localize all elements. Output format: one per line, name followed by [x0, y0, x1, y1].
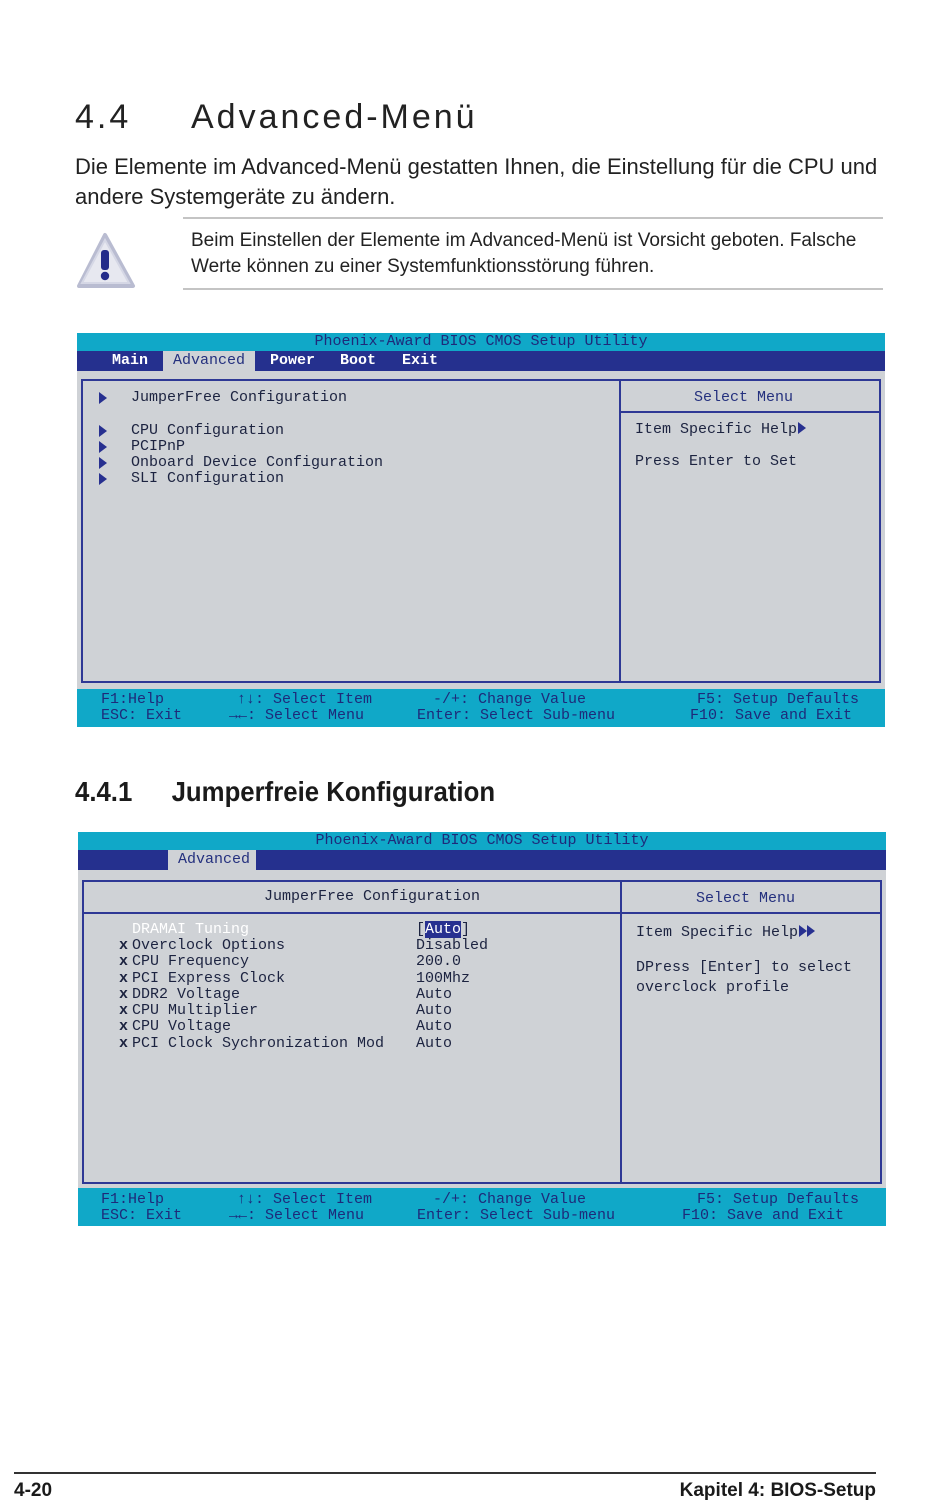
status-setup-defaults: F5: Setup Defaults [697, 1191, 860, 1208]
subsection-heading [75, 776, 495, 808]
tab-advanced[interactable]: Advanced [168, 850, 256, 870]
bios-screen-jumperfree [78, 832, 886, 1226]
status-select-submenu: Enter: Select Sub-menu [417, 707, 616, 724]
setting-pci-express-clock: PCI Express Clock [132, 970, 286, 987]
bios-title: Phoenix-Award BIOS CMOS Setup Utility [315, 832, 649, 849]
menu-item-onboard-device[interactable]: Onboard Device Configuration [131, 454, 384, 471]
status-exit: ESC: Exit [101, 707, 183, 724]
setting-overclock-options: Overclock Options [132, 937, 286, 954]
setting-dramai-tuning-value[interactable]: [Auto] [416, 921, 471, 938]
bios-title: Phoenix-Award BIOS CMOS Setup Utility [314, 333, 648, 350]
submenu-arrow-icon [99, 392, 107, 404]
tab-main[interactable]: Main [112, 352, 149, 369]
intro-paragraph: Die Elemente im Advanced-Menü gestatten Ihnen, die Einstellung für die CPU und andere Systemgeräte zu ändern. [75, 154, 878, 209]
selected-value[interactable]: Auto [425, 921, 462, 938]
bios-status-bar [78, 1188, 886, 1226]
bios-menu-bar [77, 351, 885, 371]
status-setup-defaults: F5: Setup Defaults [697, 691, 860, 708]
help-text-line2: overclock profile [636, 979, 790, 996]
menu-item-pcipnp[interactable]: PCIPnP [131, 438, 186, 455]
disabled-x-icon: x [119, 953, 129, 970]
section-heading [75, 98, 478, 137]
bios-menu-bar [78, 850, 886, 870]
bios-body [78, 870, 886, 1188]
left-right-arrows-icon: →← [229, 1207, 248, 1224]
help-text-line1: DPress [Enter] to select [636, 959, 853, 976]
status-change-value: -/+: Change Value [433, 691, 587, 708]
setting-ddr2-voltage: DDR2 Voltage [132, 986, 241, 1003]
submenu-arrow-icon [99, 441, 107, 453]
menu-item-cpu-configuration[interactable]: CPU Configuration [131, 422, 285, 439]
help-heading: Item Specific Help [635, 421, 805, 438]
menu-item-sli-configuration[interactable]: SLI Configuration [131, 470, 285, 487]
section-number: 4.4 [75, 98, 132, 136]
subsection-number: 4.4.1 [75, 776, 133, 807]
bios-title-bar [78, 832, 886, 850]
setting-value: Auto [416, 1018, 453, 1035]
submenu-arrow-icon [99, 425, 107, 437]
bios-status-bar [77, 689, 885, 727]
subsection-title: Jumperfreie Konfiguration [171, 776, 496, 807]
tab-power[interactable]: Power [270, 352, 316, 369]
setting-value: Auto [416, 1002, 453, 1019]
status-help: F1:Help [101, 1191, 165, 1208]
setting-value: Auto [416, 986, 453, 1003]
note-top-divider [183, 217, 883, 219]
disabled-x-icon: x [119, 1002, 129, 1019]
disabled-x-icon: x [119, 986, 129, 1003]
panel-header-divider [82, 912, 882, 914]
status-save-exit: F10: Save and Exit [682, 1207, 845, 1224]
left-right-arrows-icon: →← [229, 707, 248, 724]
warning-note: Beim Einstellen der Elemente im Advanced-Menü ist Vorsicht geboten. Falsche Werte können zu einer Systemfunktionsstörung führen. [191, 230, 857, 277]
submenu-arrow-icon [99, 457, 107, 469]
help-divider [619, 411, 881, 413]
status-exit: ESC: Exit [101, 1207, 183, 1224]
setting-value: Disabled [416, 937, 489, 954]
status-help: F1:Help [101, 691, 165, 708]
bios-title-bar [77, 333, 885, 351]
footer-divider [14, 1472, 876, 1474]
setting-cpu-multiplier: CPU Multiplier [132, 1002, 259, 1019]
status-select-menu: →←: Select Menu [229, 1207, 365, 1224]
bios-screen-advanced [77, 333, 885, 727]
disabled-x-icon: x [119, 1018, 129, 1035]
tab-exit[interactable]: Exit [402, 352, 439, 369]
disabled-x-icon: x [119, 1035, 129, 1052]
warning-triangle-icon [76, 232, 138, 290]
disabled-x-icon: x [119, 970, 129, 987]
status-select-menu: →←: Select Menu [229, 707, 365, 724]
bios-body [77, 371, 885, 689]
chapter-title: Kapitel 4: BIOS-Setup [679, 1480, 876, 1501]
tab-boot[interactable]: Boot [340, 352, 377, 369]
setting-value: 100Mhz [416, 970, 471, 987]
up-down-arrows-icon: ↑↓ [237, 1191, 256, 1208]
help-arrow-icon [807, 925, 815, 937]
panel-title: JumperFree Configuration [264, 888, 481, 905]
help-heading: Item Specific Help [636, 924, 814, 941]
setting-cpu-voltage: CPU Voltage [132, 1018, 232, 1035]
setting-value: 200.0 [416, 953, 462, 970]
help-arrow-icon [798, 422, 806, 434]
help-arrow-icon [799, 925, 807, 937]
setting-dramai-tuning[interactable]: DRAMAI Tuning [132, 921, 250, 938]
status-select-item: ↑↓: Select Item [237, 691, 373, 708]
setting-pci-clock-sync: PCI Clock Sychronization Mod [132, 1035, 385, 1052]
note-bottom-divider [183, 288, 883, 290]
setting-value: Auto [416, 1035, 453, 1052]
menu-item-jumperfree[interactable]: JumperFree Configuration [131, 389, 348, 406]
help-title: Select Menu [694, 389, 794, 406]
help-text: Press Enter to Set [635, 453, 798, 470]
section-title: Advanced-Menü [191, 98, 478, 136]
status-select-item: ↑↓: Select Item [237, 1191, 373, 1208]
status-change-value: -/+: Change Value [433, 1191, 587, 1208]
tab-advanced[interactable]: Advanced [163, 351, 255, 371]
page-number: 4-20 [14, 1480, 53, 1501]
help-title: Select Menu [696, 890, 796, 907]
setting-cpu-frequency: CPU Frequency [132, 953, 250, 970]
submenu-arrow-icon [99, 473, 107, 485]
status-save-exit: F10: Save and Exit [690, 707, 853, 724]
status-select-submenu: Enter: Select Sub-menu [417, 1207, 616, 1224]
disabled-x-icon: x [119, 937, 129, 954]
up-down-arrows-icon: ↑↓ [237, 691, 256, 708]
